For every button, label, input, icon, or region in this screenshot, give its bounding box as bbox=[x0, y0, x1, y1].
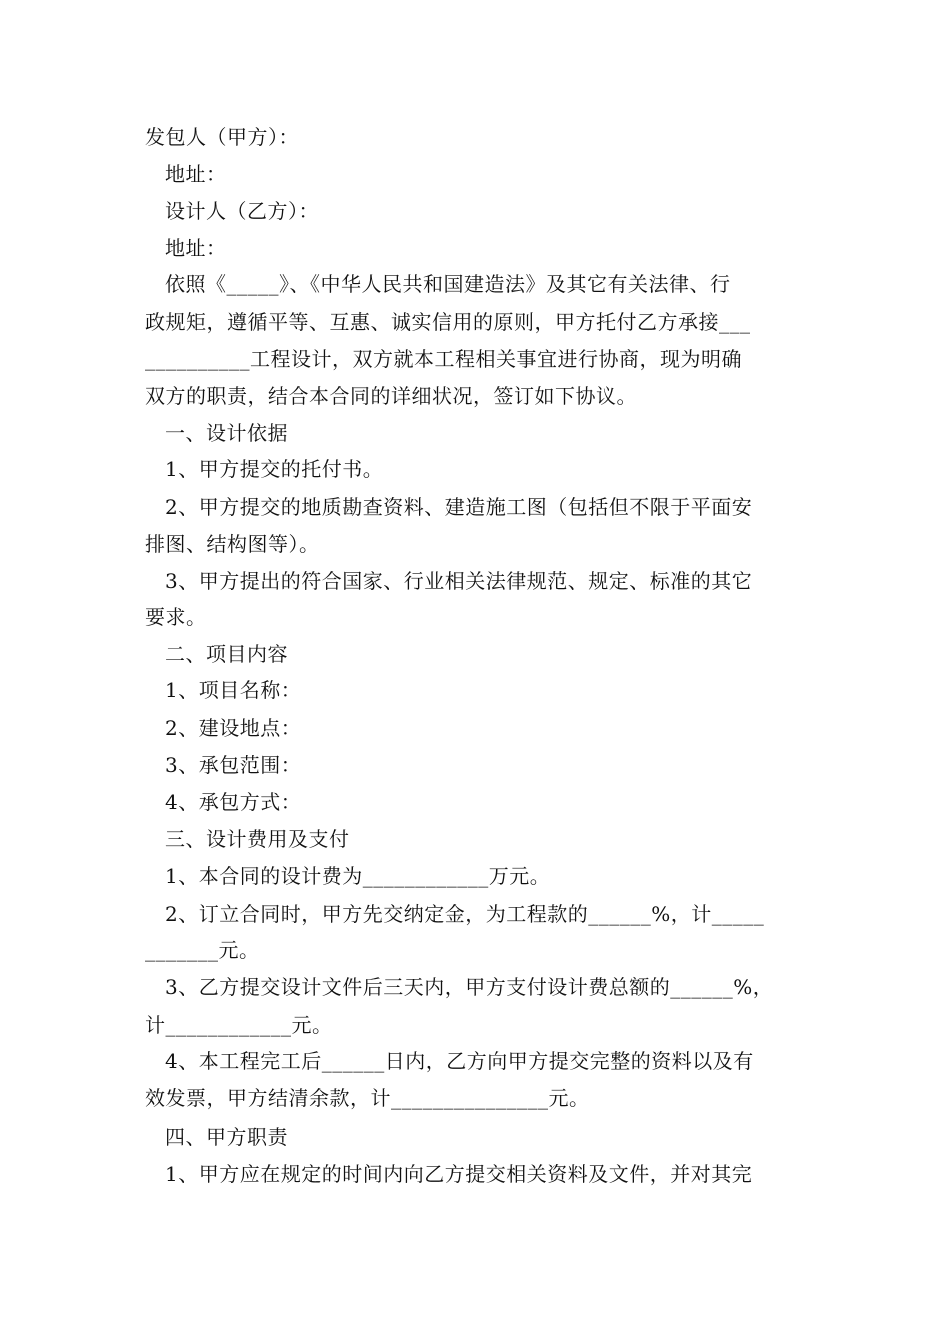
clause-1-3-line-1: 3、甲方提出的符合国家、行业相关法律规范、规定、标准的其它 bbox=[165, 569, 753, 593]
clause-2-3: 3、承包范围： bbox=[165, 753, 302, 777]
clause-1-3-line-2: 要求。 bbox=[145, 605, 207, 629]
clause-1-1: 1、甲方提交的托付书。 bbox=[165, 457, 384, 481]
clause-3-4-line-1: 4、本工程完工后______日内，乙方向甲方提交完整的资料以及有 bbox=[165, 1049, 754, 1073]
section-heading-1: 一、设计依据 bbox=[165, 421, 288, 445]
preamble-line-2: 政规矩，遵循平等、互惠、诚实信用的原则，甲方托付乙方承接___ bbox=[145, 310, 751, 334]
clause-3-3-line-2: 计____________元。 bbox=[145, 1013, 333, 1037]
preamble-line-3: __________工程设计，双方就本工程相关事宜进行协商，现为明确 bbox=[145, 347, 742, 371]
clause-1-2-line-2: 排图、结构图等）。 bbox=[145, 532, 320, 556]
clause-3-2-line-1: 2、订立合同时，甲方先交纳定金，为工程款的______%，计_____ bbox=[165, 902, 765, 926]
clause-2-4: 4、承包方式： bbox=[165, 790, 302, 814]
party-b-address: 地址： bbox=[165, 236, 227, 260]
section-heading-2: 二、项目内容 bbox=[165, 642, 288, 666]
party-a-label: 发包人（甲方）： bbox=[145, 125, 299, 149]
clause-2-2: 2、建设地点： bbox=[165, 716, 302, 740]
preamble-line-4: 双方的职责，结合本合同的详细状况，签订如下协议。 bbox=[145, 384, 637, 408]
clause-3-2-line-2: _______元。 bbox=[145, 938, 260, 962]
section-heading-3: 三、设计费用及支付 bbox=[165, 827, 350, 851]
clause-1-2-line-1: 2、甲方提交的地质勘查资料、建造施工图（包括但不限于平面安 bbox=[165, 495, 753, 519]
clause-3-3-line-1: 3、乙方提交设计文件后三天内，甲方支付设计费总额的______%， bbox=[165, 975, 774, 999]
clause-3-4-line-2: 效发票，甲方结清余款，计_______________元。 bbox=[145, 1086, 590, 1110]
party-b-label: 设计人（乙方）： bbox=[165, 199, 319, 223]
party-a-address: 地址： bbox=[165, 162, 227, 186]
section-heading-4: 四、甲方职责 bbox=[165, 1125, 288, 1149]
clause-4-1-line-1: 1、甲方应在规定的时间内向乙方提交相关资料及文件，并对其完 bbox=[165, 1162, 753, 1186]
clause-2-1: 1、项目名称： bbox=[165, 678, 302, 702]
preamble-line-1: 依照《_____》、《中华人民共和国建造法》及其它有关法律、行 bbox=[165, 272, 731, 296]
clause-3-1: 1、本合同的设计费为____________万元。 bbox=[165, 864, 551, 888]
